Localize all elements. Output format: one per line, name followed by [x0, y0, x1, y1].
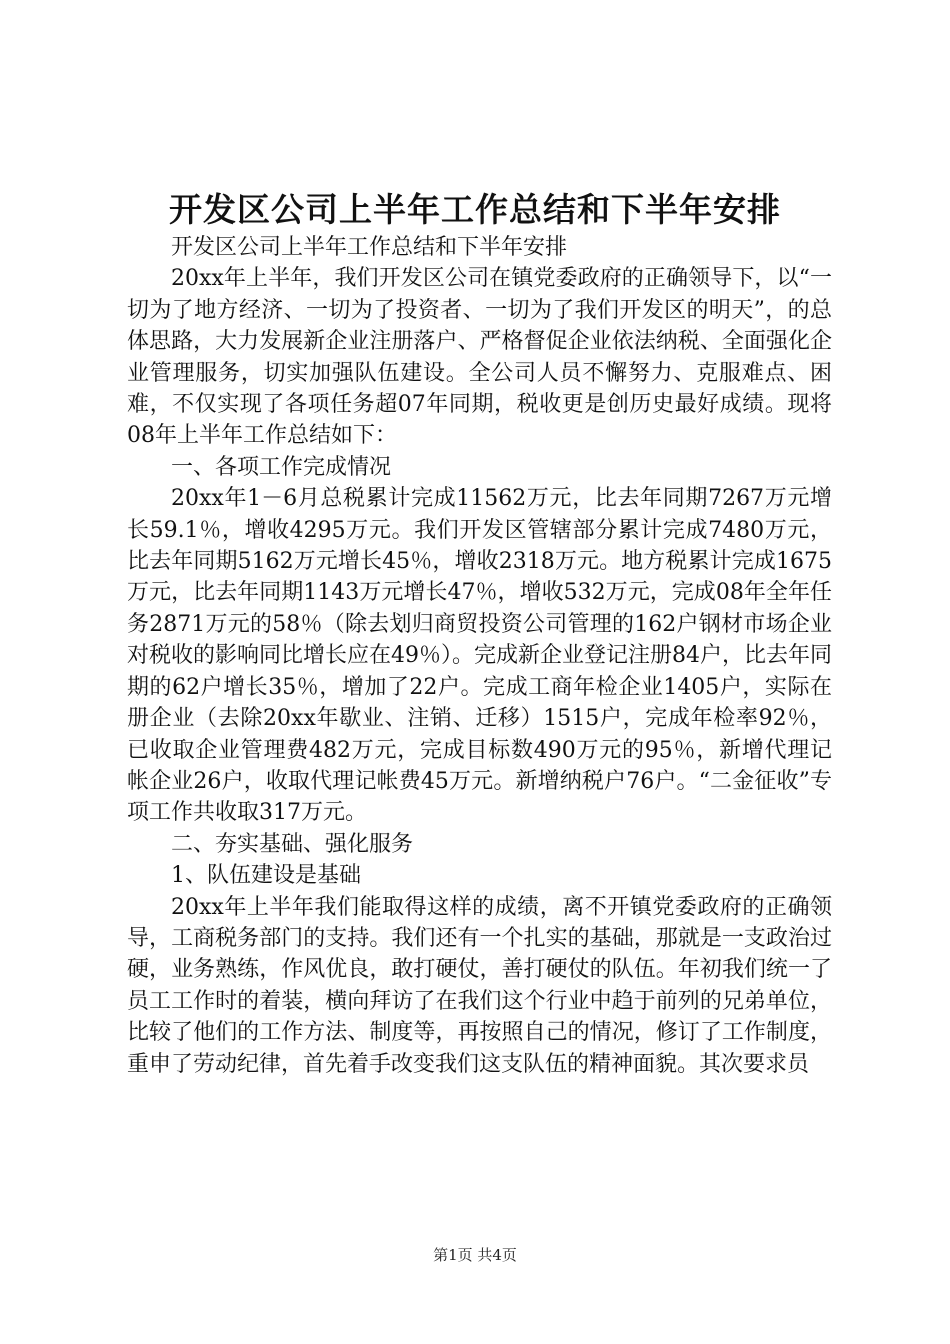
paragraph-results: 20xx年1－6月总税累计完成11562万元，比去年同期7267万元增长59.1％，增收4295万元。我们开发区管辖部分累计完成7480万元，比去年同期5162万元增长45％，增收2318万元。地方税累计完成1675万元，比去年同期1143万元增长47％，增收532万元，完成08年全年任务2871万元的58％（除去划归商贸投资公司管理的162户钢材市场企业对税收的影响同比增长应在49％）。完成新企业登记注册84户，比去年同期的62户增长35％，增加了22户。完成工商年检企业1405户，实际在册企业（去除20xx年歇业、注销、迁移）1515户，完成年检率92％，已收取企业管理费482万元，完成目标数490万元的95％，新增代理记帐企业26户，收取代理记帐费45万元。新增纳税户76户。“二金征收”专项工作共收取317万元。 [127, 486, 832, 826]
section-heading-2: 二、夯实基础、强化服务 [171, 831, 414, 857]
page-footer: 第1页 共4页 [433, 1246, 517, 1264]
paragraph-subtitle: 开发区公司上半年工作总结和下半年安排 [171, 235, 568, 260]
document-body [127, 232, 832, 1080]
paragraph-intro: 20xx年上半年，我们开发区公司在镇党委政府的正确领导下，以“一切为了地方经济、一切为了投资者、一切为了我们开发区的明天”，的总体思路，大力发展新企业注册落户、严格督促企业依法纳税、全面强化企业管理服务，切实加强队伍建设。全公司人员不懈努力、克服难点、困难，不仅实现了各项任务超07年同期，税收更是创历史最好成绩。现将08年上半年工作总结如下： [127, 266, 832, 449]
document-title: 开发区公司上半年工作总结和下半年安排 [169, 190, 781, 229]
subsection-heading-1: 1、队伍建设是基础 [171, 863, 361, 889]
paragraph-team: 20xx年上半年我们能取得这样的成绩，离不开镇党委政府的正确领导，工商税务部门的支持。我们还有一个扎实的基础，那就是一支政治过硬，业务熟练，作风优良，敢打硬仗，善打硬仗的队伍。年初我们统一了员工工作时的着装，横向拜访了在我们这个行业中趋于前列的兄弟单位，比较了他们的工作方法、制度等，再按照自己的情况，修订了工作制度，重申了劳动纪律，首先着手改变我们这支队伍的精神面貌。其次要求员 [127, 894, 832, 1077]
section-heading-1: 一、各项工作完成情况 [171, 454, 392, 480]
